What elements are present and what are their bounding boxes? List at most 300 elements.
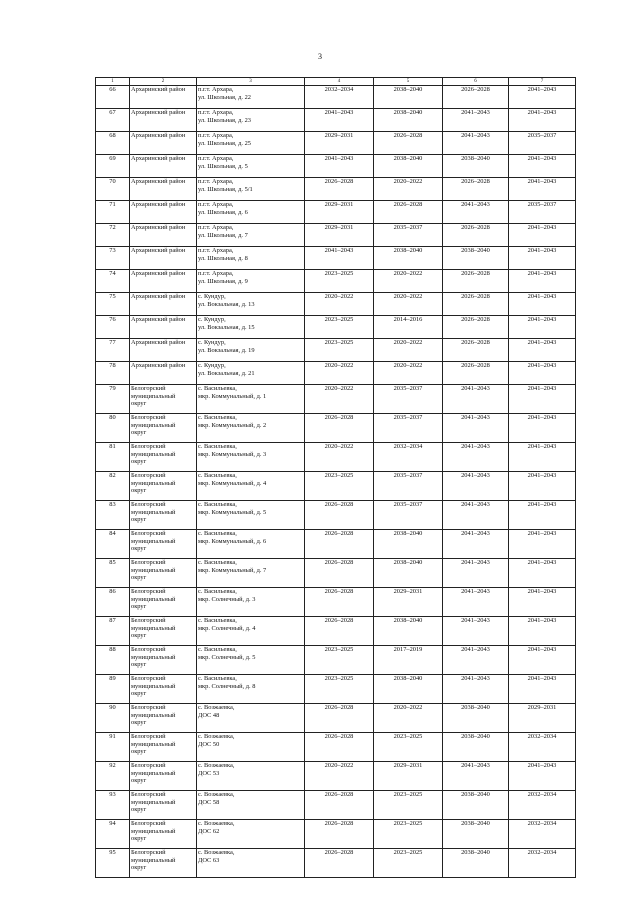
address-line: п.г.т. Архара, (198, 270, 234, 277)
period-cell: 2026–2028 (443, 316, 509, 339)
address-cell (197, 270, 305, 293)
column-number: 5 (374, 78, 443, 86)
row-number-cell: 80 (96, 414, 130, 443)
period-cell: 2041–2043 (305, 109, 374, 132)
period-cell: 2029–2031 (374, 588, 443, 617)
period-cell: 2032–2034 (509, 733, 576, 762)
address-line: мкр. Коммунальный, д. 6 (198, 537, 267, 545)
address-line: мкр. Коммунальный, д. 1 (198, 392, 267, 400)
district-cell (130, 414, 197, 443)
address-line: мкр. Коммунальный, д. 4 (198, 479, 267, 487)
period-cell: 2026–2028 (305, 791, 374, 820)
table-row (96, 617, 576, 646)
period-cell: 2020–2022 (305, 443, 374, 472)
period-cell: 2026–2028 (305, 501, 374, 530)
period-cell: 2026–2028 (443, 178, 509, 201)
row-number-cell: 76 (96, 316, 130, 339)
district-cell (130, 224, 197, 247)
period-cell: 2041–2043 (443, 588, 509, 617)
period-cell: 2041–2043 (509, 247, 576, 270)
district-cell (130, 270, 197, 293)
period-cell: 2023–2025 (305, 646, 374, 675)
period-cell: 2041–2043 (509, 414, 576, 443)
address-line: с. Васильевка, (198, 646, 237, 653)
district-line: Архаринский район (131, 86, 186, 93)
table-row (96, 762, 576, 791)
address-cell (197, 224, 305, 247)
period-cell: 2038–2040 (374, 155, 443, 178)
period-cell: 2023–2025 (374, 791, 443, 820)
address-cell (197, 675, 305, 704)
address-cell (197, 646, 305, 675)
district-line: округ (131, 429, 147, 436)
period-cell: 2026–2028 (305, 178, 374, 201)
district-cell (130, 339, 197, 362)
table-row (96, 385, 576, 414)
period-cell: 2041–2043 (509, 362, 576, 385)
address-line: ул. Вокзальная, д. 21 (198, 369, 255, 377)
district-line: Архаринский район (131, 109, 186, 116)
address-line: ДОС 50 (198, 740, 220, 748)
address-line: ул. Школьная, д. 7 (198, 231, 248, 239)
address-line: с. Возжаевка, (198, 849, 235, 856)
period-cell: 2041–2043 (509, 762, 576, 791)
address-line: ул. Вокзальная, д. 13 (198, 300, 255, 308)
period-cell: 2041–2043 (443, 646, 509, 675)
table-row (96, 501, 576, 530)
period-cell: 2041–2043 (509, 588, 576, 617)
period-cell: 2038–2040 (374, 247, 443, 270)
address-line: ул. Школьная, д. 9 (198, 277, 248, 285)
address-line: мкр. Солнечный, д. 5 (198, 653, 256, 661)
district-line: муниципальный (131, 537, 176, 545)
address-line: с. Васильевка, (198, 675, 237, 682)
period-cell: 2026–2028 (305, 849, 374, 878)
district-line: Белогорский (131, 820, 166, 827)
district-line: округ (131, 690, 147, 697)
address-line: ул. Школьная, д. 6 (198, 208, 248, 216)
table-row (96, 588, 576, 617)
district-line: округ (131, 603, 147, 610)
period-cell: 2041–2043 (443, 617, 509, 646)
row-number-cell: 84 (96, 530, 130, 559)
period-cell: 2032–2034 (305, 86, 374, 109)
period-cell: 2041–2043 (509, 675, 576, 704)
table-row (96, 86, 576, 109)
table-row (96, 224, 576, 247)
table-row (96, 675, 576, 704)
period-cell: 2038–2040 (443, 247, 509, 270)
address-line: с. Васильевка, (198, 385, 237, 392)
address-line: п.г.т. Архара, (198, 247, 234, 254)
district-line: Белогорский (131, 588, 166, 595)
period-cell: 2035–2037 (509, 201, 576, 224)
period-cell: 2041–2043 (443, 472, 509, 501)
address-line: с. Возжаевка, (198, 733, 235, 740)
period-cell: 2026–2028 (443, 224, 509, 247)
period-cell: 2023–2025 (305, 339, 374, 362)
period-cell: 2041–2043 (509, 617, 576, 646)
address-line: п.г.т. Архара, (198, 178, 234, 185)
address-line: с. Возжаевка, (198, 762, 235, 769)
address-cell (197, 559, 305, 588)
district-line: муниципальный (131, 566, 176, 574)
district-cell (130, 109, 197, 132)
address-line: п.г.т. Архара, (198, 132, 234, 139)
period-cell: 2023–2025 (374, 733, 443, 762)
table-row (96, 247, 576, 270)
address-cell (197, 443, 305, 472)
district-line: муниципальный (131, 769, 176, 777)
period-cell: 2026–2028 (443, 293, 509, 316)
district-cell (130, 501, 197, 530)
district-line: муниципальный (131, 392, 176, 400)
district-cell (130, 675, 197, 704)
column-number: 2 (130, 78, 197, 86)
district-line: округ (131, 545, 147, 552)
period-cell: 2026–2028 (305, 559, 374, 588)
address-cell (197, 178, 305, 201)
district-line: округ (131, 835, 147, 842)
row-number-cell: 95 (96, 849, 130, 878)
address-line: с. Кундур, (198, 339, 226, 346)
column-number: 1 (96, 78, 130, 86)
district-line: муниципальный (131, 450, 176, 458)
district-line: округ (131, 777, 147, 784)
district-line: муниципальный (131, 479, 176, 487)
address-line: с. Возжаевка, (198, 791, 235, 798)
period-cell: 2023–2025 (305, 472, 374, 501)
period-cell: 2020–2022 (305, 362, 374, 385)
address-line: с. Васильевка, (198, 617, 237, 624)
district-cell (130, 617, 197, 646)
period-cell: 2029–2031 (509, 704, 576, 733)
period-cell: 2032–2034 (509, 791, 576, 820)
row-number-cell: 90 (96, 704, 130, 733)
period-cell: 2032–2034 (374, 443, 443, 472)
address-cell (197, 733, 305, 762)
period-cell: 2029–2031 (305, 201, 374, 224)
address-line: ул. Школьная, д. 25 (198, 139, 251, 147)
district-line: Белогорский (131, 472, 166, 479)
period-cell: 2026–2028 (374, 201, 443, 224)
district-line: Белогорский (131, 530, 166, 537)
district-line: Белогорский (131, 646, 166, 653)
address-cell (197, 414, 305, 443)
period-cell: 2020–2022 (374, 339, 443, 362)
address-line: с. Васильевка, (198, 588, 237, 595)
period-cell: 2023–2025 (305, 675, 374, 704)
district-line: Архаринский район (131, 316, 186, 323)
period-cell: 2038–2040 (443, 791, 509, 820)
table-row (96, 109, 576, 132)
address-cell (197, 762, 305, 791)
address-cell (197, 530, 305, 559)
address-cell (197, 617, 305, 646)
period-cell: 2041–2043 (509, 178, 576, 201)
address-cell (197, 247, 305, 270)
period-cell: 2029–2031 (305, 224, 374, 247)
district-line: Белогорский (131, 385, 166, 392)
district-cell (130, 132, 197, 155)
row-number-cell: 85 (96, 559, 130, 588)
row-number-cell: 92 (96, 762, 130, 791)
address-line: ДОС 58 (198, 798, 220, 806)
address-line: мкр. Солнечный, д. 3 (198, 595, 256, 603)
district-line: округ (131, 864, 147, 871)
district-line: округ (131, 748, 147, 755)
district-line: Архаринский район (131, 201, 186, 208)
period-cell: 2038–2040 (374, 530, 443, 559)
district-line: округ (131, 458, 147, 465)
district-cell (130, 293, 197, 316)
address-line: п.г.т. Архара, (198, 86, 234, 93)
table-row (96, 155, 576, 178)
address-line: мкр. Коммунальный, д. 2 (198, 421, 267, 429)
address-line: мкр. Коммунальный, д. 5 (198, 508, 267, 516)
district-line: округ (131, 574, 147, 581)
row-number-cell: 70 (96, 178, 130, 201)
address-line: с. Возжаевка, (198, 820, 235, 827)
address-line: п.г.т. Архара, (198, 201, 234, 208)
address-cell (197, 201, 305, 224)
address-line: с. Васильевка, (198, 501, 237, 508)
period-cell: 2026–2028 (305, 704, 374, 733)
address-line: мкр. Солнечный, д. 8 (198, 682, 256, 690)
district-line: муниципальный (131, 798, 176, 806)
period-cell: 2035–2037 (374, 414, 443, 443)
address-line: ДОС 62 (198, 827, 220, 835)
row-number-cell: 68 (96, 132, 130, 155)
period-cell: 2038–2040 (374, 617, 443, 646)
period-cell: 2029–2031 (374, 762, 443, 791)
district-cell (130, 86, 197, 109)
district-line: округ (131, 400, 147, 407)
address-line: ДОС 48 (198, 711, 220, 719)
period-cell: 2041–2043 (443, 762, 509, 791)
period-cell: 2038–2040 (443, 820, 509, 849)
table-row (96, 443, 576, 472)
table-row (96, 559, 576, 588)
row-number-cell: 66 (96, 86, 130, 109)
period-cell: 2035–2037 (374, 501, 443, 530)
address-line: с. Кундур, (198, 316, 226, 323)
period-cell: 2020–2022 (374, 270, 443, 293)
period-cell: 2041–2043 (509, 501, 576, 530)
period-cell: 2041–2043 (509, 646, 576, 675)
period-cell: 2038–2040 (443, 155, 509, 178)
district-line: округ (131, 806, 147, 813)
column-number: 4 (305, 78, 374, 86)
period-cell: 2029–2031 (305, 132, 374, 155)
period-cell: 2041–2043 (305, 155, 374, 178)
address-line: с. Васильевка, (198, 414, 237, 421)
district-line: Белогорский (131, 704, 166, 711)
period-cell: 2041–2043 (509, 155, 576, 178)
period-cell: 2041–2043 (509, 109, 576, 132)
period-cell: 2041–2043 (509, 316, 576, 339)
period-cell: 2023–2025 (374, 820, 443, 849)
period-cell: 2041–2043 (443, 443, 509, 472)
district-cell (130, 155, 197, 178)
district-line: муниципальный (131, 421, 176, 429)
period-cell: 2026–2028 (305, 588, 374, 617)
district-cell (130, 849, 197, 878)
district-line: Белогорский (131, 559, 166, 566)
page-number: 3 (318, 52, 322, 61)
period-cell: 2041–2043 (509, 339, 576, 362)
period-cell: 2035–2037 (509, 132, 576, 155)
column-number: 3 (197, 78, 305, 86)
district-cell (130, 316, 197, 339)
address-line: с. Кундур, (198, 293, 226, 300)
district-cell (130, 646, 197, 675)
period-cell: 2041–2043 (509, 293, 576, 316)
address-cell (197, 501, 305, 530)
period-cell: 2032–2034 (509, 849, 576, 878)
address-line: ул. Школьная, д. 5/1 (198, 185, 253, 193)
district-line: Архаринский район (131, 224, 186, 231)
address-line: с. Возжаевка, (198, 704, 235, 711)
district-line: Белогорский (131, 443, 166, 450)
period-cell: 2041–2043 (509, 224, 576, 247)
table-body (96, 78, 576, 878)
address-cell (197, 791, 305, 820)
column-number: 7 (509, 78, 576, 86)
district-line: Архаринский район (131, 362, 186, 369)
row-number-cell: 67 (96, 109, 130, 132)
table-row (96, 704, 576, 733)
period-cell: 2041–2043 (443, 414, 509, 443)
district-line: муниципальный (131, 624, 176, 632)
district-line: Архаринский район (131, 247, 186, 254)
period-cell: 2038–2040 (443, 849, 509, 878)
district-cell (130, 443, 197, 472)
address-cell (197, 362, 305, 385)
housing-schedule-table (95, 77, 576, 878)
address-cell (197, 339, 305, 362)
address-cell (197, 704, 305, 733)
district-line: Белогорский (131, 414, 166, 421)
address-cell (197, 820, 305, 849)
table-row (96, 472, 576, 501)
period-cell: 2020–2022 (305, 385, 374, 414)
row-number-cell: 89 (96, 675, 130, 704)
address-cell (197, 86, 305, 109)
district-line: Белогорский (131, 849, 166, 856)
district-cell (130, 588, 197, 617)
address-line: с. Васильевка, (198, 559, 237, 566)
row-number-cell: 81 (96, 443, 130, 472)
period-cell: 2014–2016 (374, 316, 443, 339)
column-number-row (96, 78, 576, 86)
row-number-cell: 91 (96, 733, 130, 762)
period-cell: 2038–2040 (374, 559, 443, 588)
district-line: Архаринский район (131, 293, 186, 300)
row-number-cell: 94 (96, 820, 130, 849)
address-line: ДОС 53 (198, 769, 220, 777)
address-cell (197, 849, 305, 878)
district-line: муниципальный (131, 682, 176, 690)
table-row (96, 201, 576, 224)
period-cell: 2035–2037 (374, 224, 443, 247)
period-cell: 2020–2022 (305, 293, 374, 316)
district-line: Архаринский район (131, 178, 186, 185)
period-cell: 2020–2022 (305, 762, 374, 791)
period-cell: 2026–2028 (374, 132, 443, 155)
district-cell (130, 820, 197, 849)
row-number-cell: 72 (96, 224, 130, 247)
period-cell: 2026–2028 (443, 339, 509, 362)
row-number-cell: 87 (96, 617, 130, 646)
district-cell (130, 704, 197, 733)
district-cell (130, 178, 197, 201)
period-cell: 2041–2043 (443, 109, 509, 132)
period-cell: 2026–2028 (443, 270, 509, 293)
period-cell: 2020–2022 (374, 362, 443, 385)
district-cell (130, 762, 197, 791)
address-line: ул. Школьная, д. 5 (198, 162, 248, 170)
table-row (96, 530, 576, 559)
address-line: п.г.т. Архара, (198, 224, 234, 231)
period-cell: 2035–2037 (374, 385, 443, 414)
district-line: округ (131, 487, 147, 494)
district-cell (130, 530, 197, 559)
address-cell (197, 293, 305, 316)
period-cell: 2041–2043 (305, 247, 374, 270)
address-cell (197, 385, 305, 414)
address-line: ул. Школьная, д. 23 (198, 116, 251, 124)
period-cell: 2041–2043 (443, 201, 509, 224)
row-number-cell: 93 (96, 791, 130, 820)
address-line: мкр. Коммунальный, д. 7 (198, 566, 267, 574)
district-cell (130, 362, 197, 385)
period-cell: 2041–2043 (509, 472, 576, 501)
district-line: округ (131, 632, 147, 639)
address-line: п.г.т. Архара, (198, 155, 234, 162)
period-cell: 2026–2028 (305, 530, 374, 559)
district-line: Архаринский район (131, 270, 186, 277)
district-line: муниципальный (131, 595, 176, 603)
address-line: п.г.т. Архара, (198, 109, 234, 116)
period-cell: 2020–2022 (374, 178, 443, 201)
address-line: мкр. Коммунальный, д. 3 (198, 450, 267, 458)
period-cell: 2035–2037 (374, 472, 443, 501)
period-cell: 2038–2040 (374, 109, 443, 132)
address-cell (197, 316, 305, 339)
address-line: с. Васильевка, (198, 443, 237, 450)
period-cell: 2038–2040 (374, 675, 443, 704)
column-number: 6 (443, 78, 509, 86)
table-row (96, 733, 576, 762)
period-cell: 2026–2028 (443, 86, 509, 109)
district-line: муниципальный (131, 711, 176, 719)
district-line: муниципальный (131, 740, 176, 748)
period-cell: 2038–2040 (374, 86, 443, 109)
district-line: Белогорский (131, 791, 166, 798)
district-line: Архаринский район (131, 155, 186, 162)
period-cell: 2041–2043 (443, 132, 509, 155)
row-number-cell: 75 (96, 293, 130, 316)
district-line: Белогорский (131, 762, 166, 769)
district-line: Белогорский (131, 733, 166, 740)
district-cell (130, 201, 197, 224)
row-number-cell: 74 (96, 270, 130, 293)
table-row (96, 339, 576, 362)
table-row (96, 820, 576, 849)
period-cell: 2026–2028 (305, 820, 374, 849)
table-row (96, 646, 576, 675)
